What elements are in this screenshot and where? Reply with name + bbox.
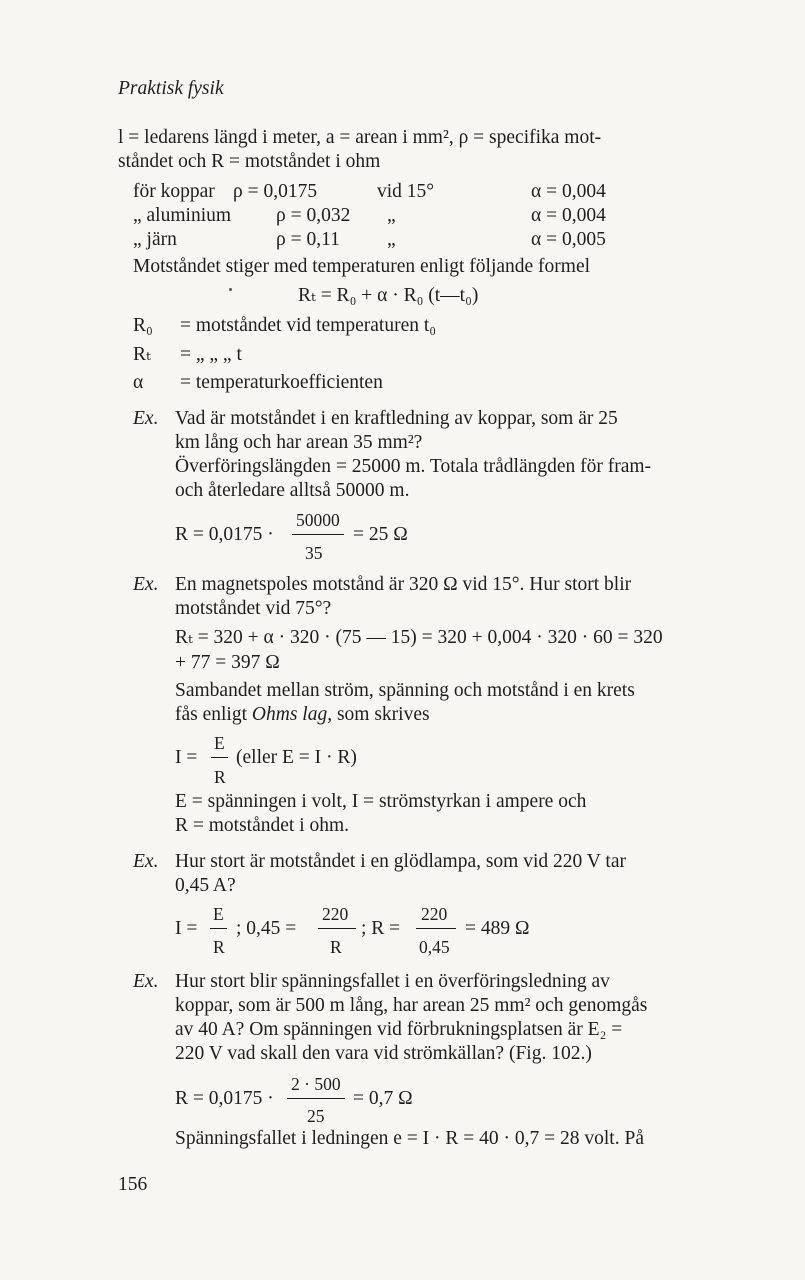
fraction-numerator: 2 · 500 xyxy=(291,1074,341,1094)
fraction-numerator: 220 xyxy=(421,904,448,924)
example-text: Spänningsfallet i ledningen e = I · R = 40 · 0,7 = 28 volt. På xyxy=(175,1128,644,1149)
example-text: koppar, som är 500 m lång, har arean 25 mm² och genomgås xyxy=(175,995,648,1016)
table-rho: ρ = 0,0175 xyxy=(233,181,318,202)
temperature-intro: Motståndet stiger med temperaturen enligt följande formel xyxy=(133,256,591,277)
fraction-bar xyxy=(287,1098,345,1099)
example-label: Ex. xyxy=(133,574,159,595)
definition-line: E = spänningen i volt, I = strömstyrkan i ampere och xyxy=(175,791,587,812)
ohm-intro xyxy=(175,703,430,727)
example-text: Hur stort blir spänningsfallet i en överföringsledning av xyxy=(175,971,610,992)
calc-rhs: (eller E = I · R) xyxy=(236,747,357,768)
def-symbol: α xyxy=(133,372,144,393)
table-rho: ρ = 0,032 xyxy=(276,205,351,226)
ohm-law-name: Ohms lag, xyxy=(251,704,333,725)
example-text: En magnetspoles motstånd är 320 Ω vid 15°. Hur stort blir xyxy=(175,574,632,595)
table-temp: „ xyxy=(387,229,396,250)
fraction-bar xyxy=(292,534,344,535)
example-text: 220 V vad skall den vara vid strömkällan? (Fig. 102.) xyxy=(175,1043,592,1064)
fraction-denominator: R xyxy=(214,767,226,787)
calc-line: + 77 = 397 Ω xyxy=(175,652,280,673)
running-head: Praktisk fysik xyxy=(118,78,224,99)
calc-lhs: R = 0,0175 · xyxy=(175,524,274,545)
fraction-denominator: 0,45 xyxy=(419,937,450,957)
intro-line-2: ståndet och R = motståndet i ohm xyxy=(118,151,381,172)
fraction-bar xyxy=(210,928,227,929)
calc-mid: ; 0,45 = xyxy=(236,918,297,939)
example-label: Ex. xyxy=(133,971,159,992)
ohm-intro: Sambandet mellan ström, spänning och motstånd i en krets xyxy=(175,680,635,701)
intro-line-1: l = ledarens längd i meter, a = arean i mm², ρ = specifika mot- xyxy=(118,127,602,148)
fraction-numerator: E xyxy=(214,733,225,753)
fraction-denominator: 25 xyxy=(307,1106,325,1126)
def-text: = „ „ „ t xyxy=(180,344,242,365)
calc-lhs: I = xyxy=(175,747,198,768)
calc-lhs: R = 0,0175 · xyxy=(175,1088,274,1109)
example-text: Vad är motståndet i en kraftledning av koppar, som är 25 xyxy=(175,408,618,429)
example-text: av 40 A? Om spänningen vid förbrukningsplatsen är E₂ = xyxy=(175,1019,623,1040)
fraction-bar xyxy=(318,928,356,929)
example-text: och återledare alltså 50000 m. xyxy=(175,480,410,501)
table-rho: ρ = 0,11 xyxy=(276,229,340,250)
calc-line: Rₜ = 320 + α · 320 · (75 — 15) = 320 + 0,004 · 320 · 60 = 320 xyxy=(175,627,663,648)
fraction-denominator: 35 xyxy=(305,543,323,563)
fraction-bar xyxy=(211,757,228,758)
def-text: = temperaturkoefficienten xyxy=(180,372,383,393)
calc-lhs: I = xyxy=(175,918,198,939)
def-symbol: R₀ xyxy=(133,315,153,336)
fraction-numerator: 50000 xyxy=(296,510,340,530)
calc-mid: ; R = xyxy=(361,918,401,939)
table-temp: „ xyxy=(387,205,396,226)
fraction-denominator: R xyxy=(213,937,225,957)
table-alpha: α = 0,004 xyxy=(531,205,606,226)
temperature-formula: Rₜ = R₀ + α · R₀ (t—t₀) xyxy=(298,285,479,306)
table-material: för koppar xyxy=(133,181,215,202)
fraction-denominator: R xyxy=(330,937,342,957)
def-symbol: Rₜ xyxy=(133,344,151,365)
def-text: = motståndet vid temperaturen t₀ xyxy=(180,315,437,336)
table-temp: vid 15° xyxy=(377,181,435,202)
table-alpha: α = 0,004 xyxy=(531,181,606,202)
example-text: km lång och har arean 35 mm²? xyxy=(175,432,423,453)
page-number: 156 xyxy=(118,1174,148,1195)
table-material: „ aluminium xyxy=(133,205,232,226)
example-label: Ex. xyxy=(133,408,159,429)
table-alpha: α = 0,005 xyxy=(531,229,606,250)
calc-rhs: = 25 Ω xyxy=(353,524,408,545)
calc-rhs: = 0,7 Ω xyxy=(353,1088,413,1109)
fraction-bar xyxy=(416,928,456,929)
table-material: „ järn xyxy=(133,229,177,250)
print-speck xyxy=(229,288,232,291)
fraction-numerator: E xyxy=(213,904,224,924)
example-text: Hur stort är motståndet i en glödlampa, som vid 220 V tar xyxy=(175,851,626,872)
example-label: Ex. xyxy=(133,851,159,872)
calc-rhs: = 489 Ω xyxy=(465,918,530,939)
example-text: motståndet vid 75°? xyxy=(175,598,332,619)
definition-line: R = motståndet i ohm. xyxy=(175,815,350,836)
fraction-numerator: 220 xyxy=(322,904,349,924)
ohm-intro-tail: som skrives xyxy=(336,704,430,725)
ohm-intro-text: fås enligt xyxy=(175,704,248,725)
example-text: Överföringslängden = 25000 m. Totala trådlängden för fram- xyxy=(175,456,652,477)
example-text: 0,45 A? xyxy=(175,875,236,896)
